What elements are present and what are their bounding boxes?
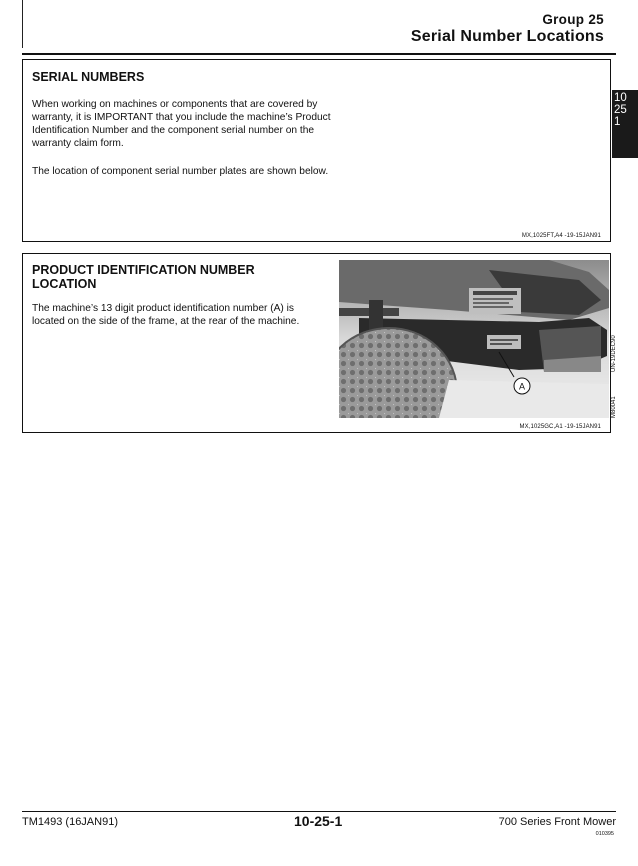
manual-id: TM1493 (16JAN91) (22, 816, 118, 828)
serial-numbers-paragraph: When working on machines or components that are covered by warranty, it is IMPORTANT that you include the machine’s Product Identification Number and the component serial number on the warranty claim form. (32, 99, 331, 149)
frame-photo-image (339, 260, 609, 418)
pin-location-section (22, 253, 617, 433)
manual-title: 700 Series Front Mower (498, 816, 616, 828)
tab-line: 1 (614, 116, 621, 128)
section-tab-marker (612, 90, 638, 158)
section-title: Serial Number Locations (410, 28, 604, 45)
page-header (411, 12, 604, 46)
pin-location-title: PRODUCT IDENTIFICATION NUMBER LOCATION (32, 263, 255, 291)
callout-label: A (518, 381, 526, 392)
footer-rule (22, 811, 616, 812)
page-number: 10-25-1 (294, 813, 343, 829)
group-label: Group 25 (542, 12, 604, 27)
reference-code: MX,1025FT,A4 -19-15JAN91 (521, 233, 601, 239)
corner-tick (22, 0, 23, 48)
tab-line: 25 (614, 104, 627, 116)
serial-numbers-paragraph: The location of component serial number plates are shown below. (32, 166, 329, 177)
serial-numbers-title: SERIAL NUMBERS (32, 70, 145, 84)
tab-line: 10 (614, 92, 627, 104)
serial-numbers-section (22, 59, 611, 242)
header-rule (22, 53, 616, 55)
pin-location-paragraph: The machine’s 13 digit product identification number (A) is located on the side of the frame, at the rear of the machine. (32, 303, 300, 327)
photo-side-label: UN-19DEC90 (611, 335, 617, 372)
reference-code: MX,1025GC,A1 -19-15JAN91 (519, 424, 601, 430)
frame-photo (339, 260, 609, 418)
photo-side-label: M80041 (611, 396, 617, 418)
footer-code: 010395 (595, 831, 614, 837)
